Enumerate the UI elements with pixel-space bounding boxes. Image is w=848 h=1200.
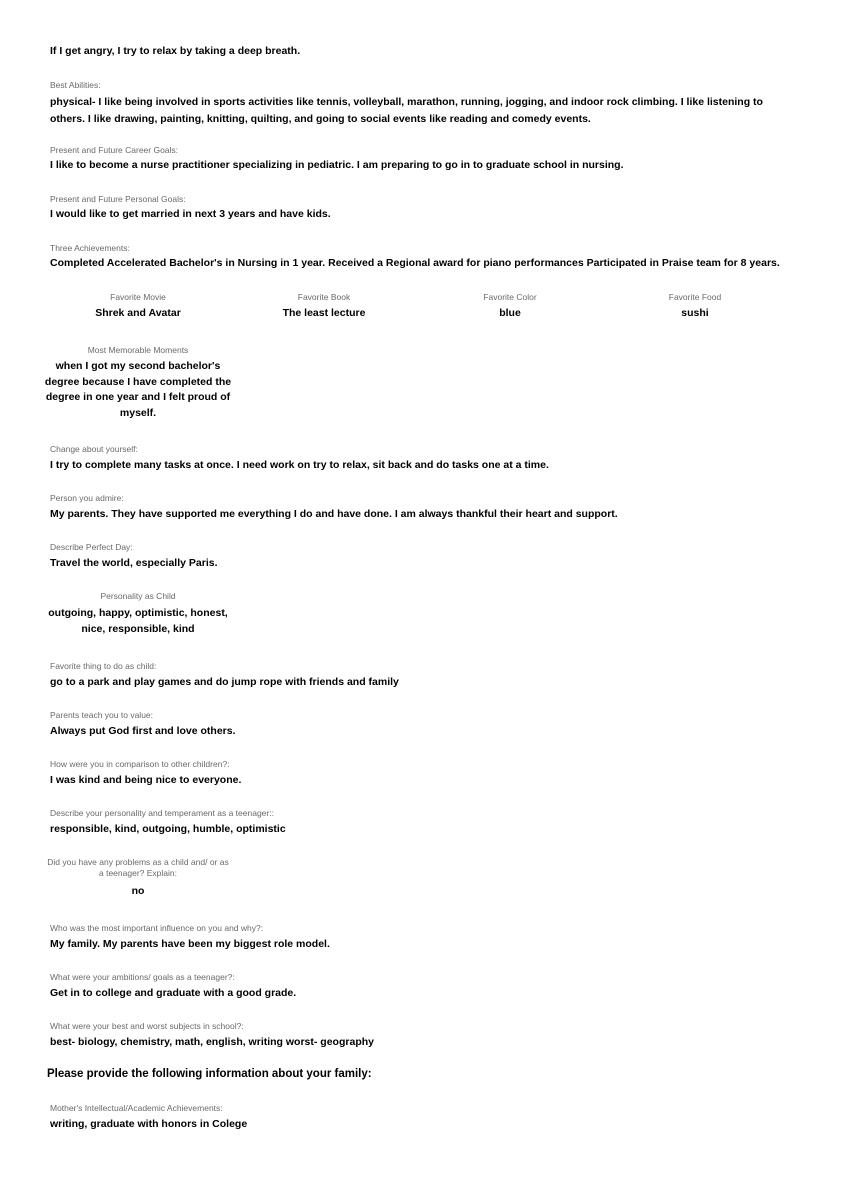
- favorite-movie-label: Favorite Movie: [110, 292, 166, 302]
- favorite-book-value: The least lecture: [282, 307, 366, 319]
- career-goals-label: Present and Future Career Goals:: [50, 145, 179, 155]
- personal-goals-label: Present and Future Personal Goals:: [50, 194, 186, 204]
- mother-achievements-label: Mother's Intellectual/Academic Achievements:: [50, 1103, 223, 1113]
- comparison-children-value: I was kind and being nice to everyone.: [50, 774, 242, 786]
- teen-ambitions-value: Get in to college and graduate with a good grade.: [50, 987, 297, 999]
- personality-child-label: Personality as Child: [100, 591, 176, 601]
- school-subjects-label: What were your best and worst subjects in school?:: [50, 1021, 244, 1031]
- favorite-movie-value: Shrek and Avatar: [95, 307, 181, 319]
- achievements-value: Completed Accelerated Bachelor's in Nursing in 1 year. Received a Regional award for piano performances Participated in Praise team for 8 years.: [50, 257, 780, 269]
- memorable-moments-label: Most Memorable Moments: [87, 345, 189, 355]
- mother-achievements-value: writing, graduate with honors in Colege: [50, 1118, 248, 1130]
- career-goals-value: I like to become a nurse practitioner specializing in pediatric. I am preparing to go in to graduate school in nursing.: [50, 159, 624, 171]
- teen-ambitions-label: What were your ambitions/ goals as a teenager?:: [50, 972, 235, 982]
- personality-child-value: outgoing, happy, optimistic, honest, nice, responsible, kind: [48, 607, 228, 635]
- problems-child-value: no: [131, 885, 145, 897]
- change-about-yourself-value: I try to complete many tasks at once. I need work on try to relax, sit back and do tasks one at a time.: [50, 459, 549, 471]
- school-subjects-value: best- biology, chemistry, math, english, writing worst- geography: [50, 1036, 374, 1048]
- memorable-moments-value: when I got my second bachelor's degree because I have completed the degree in one year and I felt proud of myself.: [44, 360, 232, 419]
- favorite-thing-child-label: Favorite thing to do as child:: [50, 661, 157, 671]
- intro-statement: If I get angry, I try to relax by taking a deep breath.: [50, 45, 301, 57]
- teen-personality-value: responsible, kind, outgoing, humble, optimistic: [50, 823, 286, 835]
- favorite-food-value: sushi: [681, 307, 709, 319]
- person-you-admire-value: My parents. They have supported me everything I do and have done. I am always thankful their heart and support.: [50, 508, 618, 520]
- best-abilities-value: physical- I like being involved in sports activities like tennis, volleyball, marathon, running, jogging, and indoor rock climbing. I like listening to others. I like drawing, painting, knitting, quilting, and going to social events like reading and comedy events.: [50, 96, 763, 125]
- comparison-children-label: How were you in comparison to other children?:: [50, 759, 230, 769]
- best-abilities-label: Best Abilities:: [50, 80, 101, 90]
- favorite-color-value: blue: [499, 307, 521, 319]
- person-you-admire-label: Person you admire:: [50, 493, 124, 503]
- parents-teach-value: Always put God first and love others.: [50, 725, 236, 737]
- perfect-day-label: Describe Perfect Day:: [50, 542, 133, 552]
- important-influence-value: My family. My parents have been my biggest role model.: [50, 938, 330, 950]
- achievements-label: Three Achievements:: [50, 243, 130, 253]
- favorite-book-label: Favorite Book: [297, 292, 351, 302]
- favorite-thing-child-value: go to a park and play games and do jump rope with friends and family: [50, 676, 399, 688]
- important-influence-label: Who was the most important influence on you and why?:: [50, 923, 264, 933]
- change-about-yourself-label: Change about yourself:: [50, 444, 138, 454]
- personal-goals-value: I would like to get married in next 3 years and have kids.: [50, 208, 331, 220]
- perfect-day-value: Travel the world, especially Paris.: [50, 557, 218, 569]
- parents-teach-label: Parents teach you to value:: [50, 710, 154, 720]
- teen-personality-label: Describe your personality and temperament as a teenager::: [50, 808, 274, 818]
- favorite-food-label: Favorite Food: [668, 292, 722, 302]
- favorite-color-label: Favorite Color: [483, 292, 537, 302]
- problems-child-label: Did you have any problems as a child and/ or as a teenager? Explain:: [47, 857, 229, 878]
- family-section-heading: Please provide the following information about your family:: [47, 1068, 372, 1080]
